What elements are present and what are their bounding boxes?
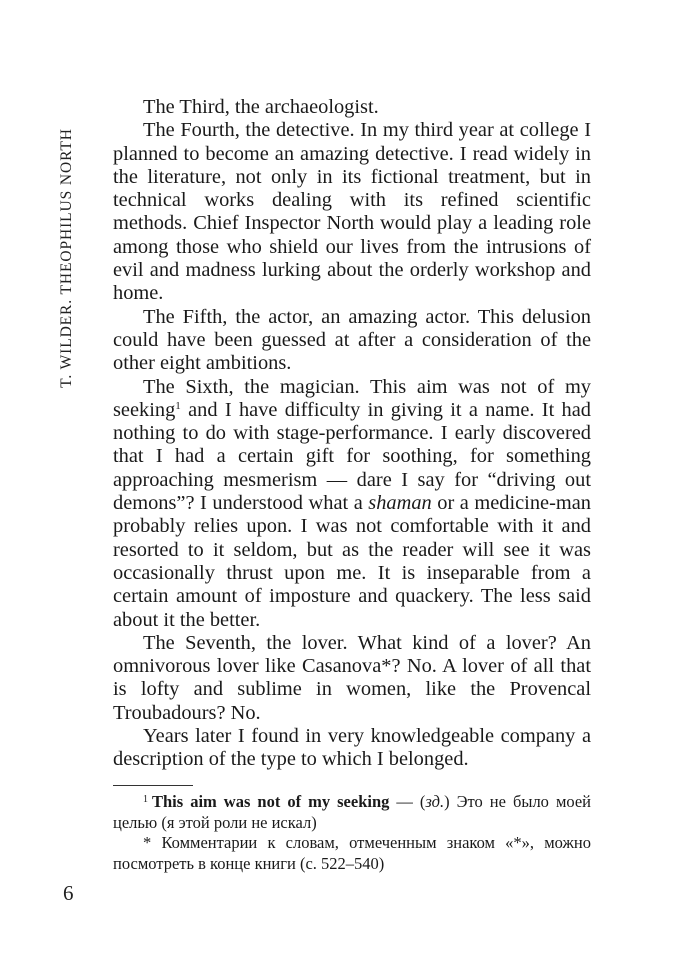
paragraph-sixth-lead: The Sixth, the magician. This aim was not of my seeking xyxy=(113,375,591,421)
running-head-text: T. WILDER. THEOPHILUS NORTH xyxy=(58,127,76,388)
footnote-asterisk: * Комментарии к словам, отмеченным знаком «*», можно посмотреть в конце книги (с. 522–540) xyxy=(113,833,591,873)
paragraph-fifth: The Fifth, the actor, an amazing actor. This delusion could have been guessed at after a consideration of the other eight ambitions. xyxy=(113,305,591,375)
italic-term: shaman xyxy=(368,492,432,515)
footnote-1-marker: 1 xyxy=(143,794,148,805)
footnote-1-dash: — ( xyxy=(389,792,426,811)
footnote-1-phrase: This aim was not of my seeking xyxy=(152,792,390,811)
paragraph-sixth-end: or a medicine-man probably relies upon. I was not comfortable with it and resorted to it seldom, but as the reader will see it was occasionally thrust upon me. It is inseparable from a certain amount of imposture and quackery. The less said about it the better. xyxy=(113,492,591,631)
footnote-1 xyxy=(113,792,591,833)
running-head xyxy=(57,100,77,415)
paragraph-third: The Third, the archaeologist. xyxy=(143,96,379,118)
paragraph-years-later: Years later I found in very knowledgeable company a description of the type to which I belonged. xyxy=(113,725,591,771)
paragraph-seventh: The Seventh, the lover. What kind of a lover? An omnivorous lover like Casanova*? No. A lover of all that is lofty and sublime in women, like the Provencal Troubadours? No. xyxy=(113,631,591,724)
paragraph-sixth xyxy=(113,376,591,632)
page-number: 6 xyxy=(63,881,74,905)
paragraph-sixth-middle: and I have difficulty in giving it a name. It had nothing to do with stage-performance. I early discovered that I had a certain gift for soothing, for something approaching mesmerism — dare I say for “driving out demons”? I understood what a xyxy=(113,398,591,515)
footnote-1-translation: ) Это не было моей целью (я этой роли не искал) xyxy=(113,792,591,832)
footnote-1-abbreviation: зд. xyxy=(425,792,445,811)
footnote-reference[interactable]: 1 xyxy=(175,399,181,412)
footnote-divider xyxy=(113,785,193,786)
footnotes xyxy=(113,792,591,874)
paragraph-fourth: The Fourth, the detective. In my third year at college I planned to become an amazing detective. I read widely in the literature, not only in its fictional treatment, but in technical works dealing with its refined scientific methods. Chief Inspector North would play a leading role among those who shield our lives from the intrusions of evil and madness lurking about the orderly workshop and home. xyxy=(113,119,591,305)
main-text xyxy=(113,96,591,772)
